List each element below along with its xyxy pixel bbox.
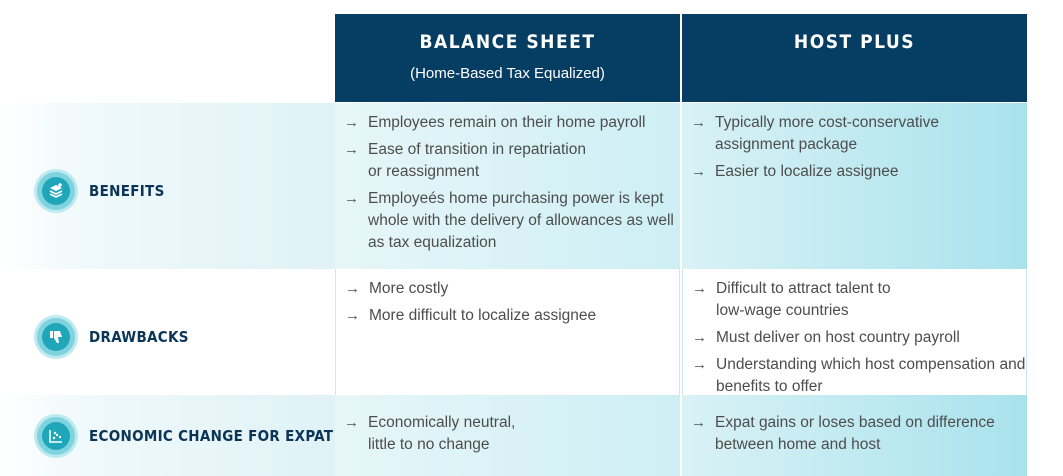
- benefits-host-plus-cell: [682, 103, 1027, 269]
- list-item: → More difficult to localize assignee: [345, 305, 679, 327]
- economic-host-plus-cell: [682, 395, 1027, 476]
- list-item: → Ease of transition in repatriation or reassignment: [344, 141, 586, 180]
- arrow-right-icon: →: [692, 280, 707, 297]
- list-item: → Typically more cost-conservative assignment package: [691, 114, 939, 153]
- arrow-right-icon: →: [344, 114, 359, 131]
- arrow-right-icon: →: [344, 190, 359, 207]
- arrow-right-icon: →: [691, 414, 706, 431]
- list-item: → Employees remain on their home payroll: [344, 112, 680, 134]
- list-item: → Must deliver on host country payroll: [692, 327, 1026, 349]
- list-item: → Understanding which host compensation and benefits to offer: [692, 356, 1026, 395]
- host-plus-title: HOST PLUS: [793, 31, 916, 53]
- arrow-right-icon: →: [344, 141, 359, 158]
- list-item: → More costly: [345, 278, 679, 300]
- arrow-right-icon: →: [691, 163, 706, 180]
- list-item: → Difficult to attract talent to low-wage countries: [692, 280, 891, 319]
- row-label-drawbacks: DRAWBACKS: [89, 328, 189, 346]
- benefits-row-label: [37, 172, 165, 210]
- list-item: → Expat gains or loses based on difference between home and host: [691, 414, 995, 453]
- host-plus-header: [682, 14, 1027, 102]
- economic-balance-sheet-cell: [335, 395, 680, 476]
- arrow-right-icon: →: [345, 280, 360, 297]
- row-label-economic-change: ECONOMIC CHANGE FOR EXPAT: [89, 427, 334, 445]
- arrow-right-icon: →: [692, 329, 707, 346]
- arrow-right-icon: →: [345, 307, 360, 324]
- row-label-benefits: BENEFITS: [89, 182, 165, 200]
- drawbacks-host-plus-cell: [682, 269, 1027, 395]
- balance-sheet-header: [335, 14, 680, 102]
- benefits-balance-sheet-cell: [335, 103, 680, 269]
- drawbacks-balance-sheet-cell: [335, 269, 680, 395]
- drawbacks-row-label: [37, 318, 189, 356]
- arrow-right-icon: →: [692, 356, 707, 373]
- list-item: → Employeés home purchasing power is kept whole with the delivery of allowances as well as tax equalization: [344, 190, 674, 251]
- economic-row-label: [37, 417, 333, 455]
- thumbs-down-icon: [37, 318, 75, 356]
- list-item: → Economically neutral, little to no change: [344, 414, 516, 453]
- balance-sheet-subtitle: (Home-Based Tax Equalized): [410, 65, 605, 82]
- balance-sheet-title: BALANCE SHEET: [419, 31, 596, 53]
- arrow-right-icon: →: [344, 414, 359, 431]
- list-item: → Easier to localize assignee: [691, 161, 1027, 183]
- arrow-right-icon: →: [691, 114, 706, 131]
- scatter-chart-icon: [37, 417, 75, 455]
- layers-plus-icon: [37, 172, 75, 210]
